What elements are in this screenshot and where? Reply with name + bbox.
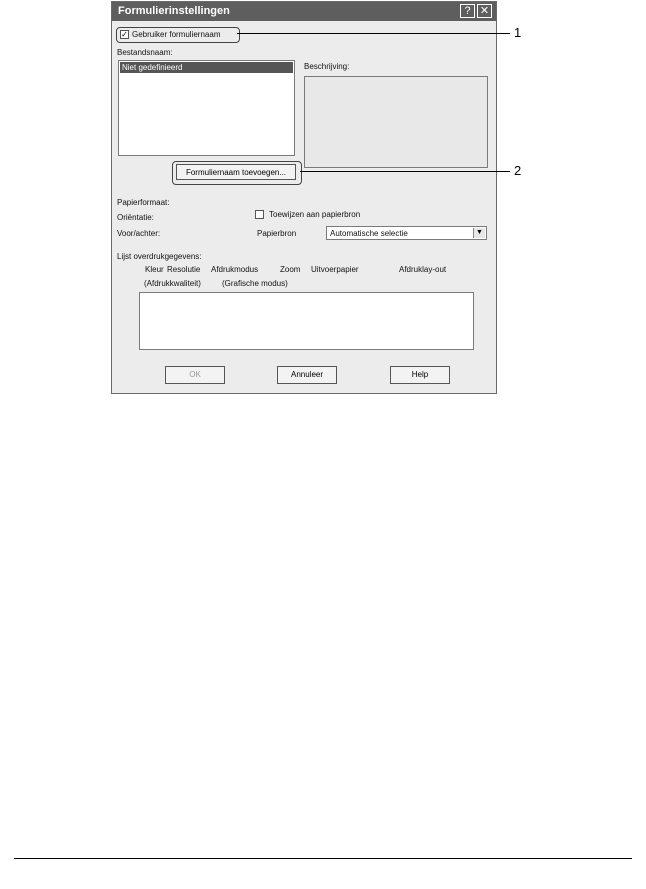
paper-source-select[interactable] (326, 226, 487, 240)
column-output-paper: Uitvoerpapier (311, 265, 359, 274)
close-icon[interactable]: ✕ (477, 4, 492, 18)
column-print-layout: Afdruklay-out (399, 265, 447, 274)
description-label: Beschrijving: (304, 62, 350, 71)
form-settings-dialog (111, 1, 497, 394)
ok-button[interactable]: OK (165, 366, 225, 384)
column-graphics-mode: (Grafische modus) (222, 279, 288, 288)
file-name-label: Bestandsnaam: (117, 48, 173, 57)
chevron-down-icon[interactable]: ▼ (473, 228, 485, 238)
column-zoom: Zoom (280, 265, 301, 274)
list-item[interactable]: Niet gedefinieerd (120, 62, 293, 73)
paper-source-value: Automatische selectie (330, 229, 408, 238)
cancel-button[interactable]: Annuleer (277, 366, 337, 384)
duplex-label: Voor/achter: (117, 229, 161, 238)
overlay-list-box[interactable] (139, 292, 474, 350)
column-print-mode: Afdrukmodus (211, 265, 259, 274)
description-box (304, 76, 488, 168)
callout-1-line (237, 33, 510, 34)
help-button[interactable]: Help (390, 366, 450, 384)
column-resolution: Resolutie (167, 265, 201, 274)
page-bottom-rule (14, 858, 632, 859)
dialog-title: Formulierinstellingen (118, 5, 230, 17)
use-form-name-checkbox[interactable]: ✓ (121, 30, 128, 39)
orientation-label: Oriëntatie: (117, 213, 154, 222)
callout-2-line (300, 171, 510, 172)
column-color: Kleur (145, 265, 164, 274)
paper-size-label: Papierformaat: (117, 198, 170, 207)
overlay-list-label: Lijst overdrukgegevens: (117, 252, 202, 261)
file-name-list[interactable] (118, 60, 295, 156)
callout-2-number: 2 (514, 163, 522, 178)
add-form-name-button[interactable]: Formuliernaam toevoegen... (176, 164, 296, 180)
assign-paper-source-label: Toewijzen aan papierbron (269, 210, 361, 219)
callout-1-number: 1 (514, 25, 522, 40)
column-print-quality: (Afdrukkwaliteit) (144, 279, 201, 288)
paper-source-label: Papierbron (257, 229, 297, 238)
use-form-name-label: Gebruiker formuliernaam (132, 30, 221, 39)
title-bar (112, 2, 496, 21)
help-icon[interactable]: ? (460, 4, 475, 18)
assign-paper-source-checkbox[interactable] (255, 210, 264, 219)
